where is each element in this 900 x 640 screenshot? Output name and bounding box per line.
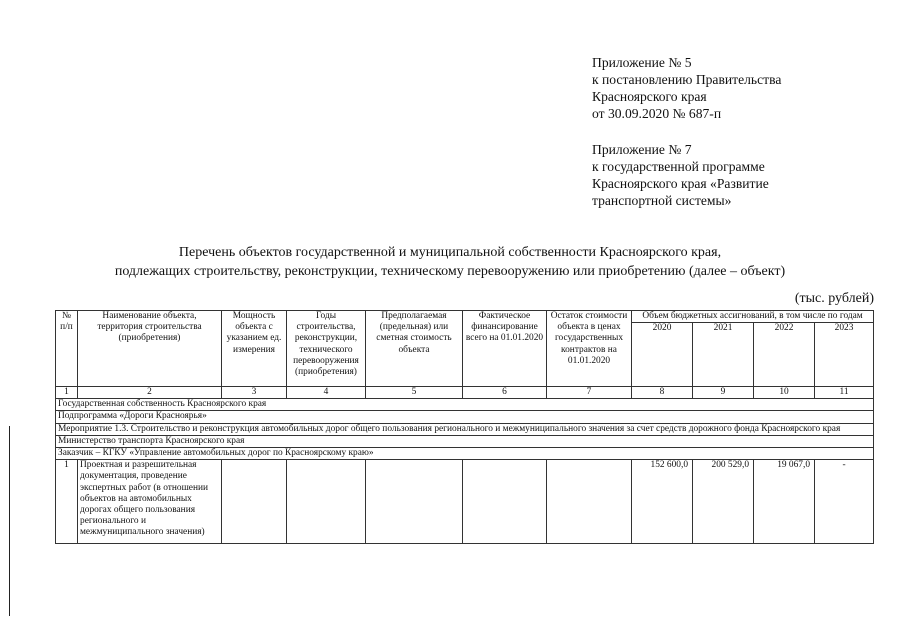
column-number: 2 bbox=[78, 387, 222, 399]
header-name: Наименование объекта, территория строительства (приобретения) bbox=[78, 311, 222, 387]
margin-mark bbox=[9, 426, 10, 616]
column-number: 1 bbox=[56, 387, 78, 399]
appendix-line: к постановлению Правительства bbox=[592, 72, 782, 87]
row-years bbox=[287, 460, 366, 544]
column-number: 11 bbox=[815, 387, 874, 399]
column-number: 5 bbox=[366, 387, 463, 399]
header-budget-group: Объем бюджетных ассигнований, в том числе по годам bbox=[632, 311, 874, 323]
row-name: Проектная и разрешительная документация, проведение экспертных работ (в отношении объектов на автомобильных дорогах общего пользования регионального и межмуниципального значения) bbox=[78, 460, 222, 544]
title-line: Перечень объектов государственной и муниципальной собственности Красноярского края, bbox=[178, 245, 722, 260]
section-row-customer: Заказчик – КГКУ «Управление автомобильных дорог по Красноярскому краю» bbox=[56, 448, 874, 460]
section-row-ministry: Министерство транспорта Красноярского края bbox=[56, 435, 874, 447]
header-remaining-cost: Остаток стоимости объекта в ценах государственных контрактов на 01.01.2020 bbox=[547, 311, 632, 387]
row-remaining-cost bbox=[547, 460, 632, 544]
appendix-line: Приложение № 7 bbox=[592, 142, 692, 157]
row-value-2022: 19 067,0 bbox=[754, 460, 815, 544]
column-number: 8 bbox=[632, 387, 693, 399]
row-estimated-cost bbox=[366, 460, 463, 544]
row-num: 1 bbox=[56, 460, 78, 544]
appendix-line: транспортной системы» bbox=[592, 193, 732, 208]
header-year-2020: 2020 bbox=[632, 323, 693, 387]
section-row-ownership: Государственная собственность Красноярского края bbox=[56, 399, 874, 411]
section-row-measure: Мероприятие 1.3. Строительство и реконструкция автомобильных дорог общего пользования регионального и межмуниципального значения за счет средств дорожного фонда Красноярского края bbox=[56, 423, 874, 435]
objects-table bbox=[55, 310, 874, 544]
row-value-2020: 152 600,0 bbox=[632, 460, 693, 544]
appendix-line: Красноярского края «Развитие bbox=[592, 176, 769, 191]
header-actual-financing: Фактическое финансирование всего на 01.01.2020 bbox=[463, 311, 547, 387]
appendix-line: от 30.09.2020 № 687-п bbox=[592, 106, 722, 121]
appendix-line: к государственной программе bbox=[592, 159, 765, 174]
header-year-2023: 2023 bbox=[815, 323, 874, 387]
appendix-block-resolution bbox=[592, 54, 781, 122]
appendix-line: Красноярского края bbox=[592, 89, 707, 104]
column-number: 9 bbox=[693, 387, 754, 399]
row-capacity bbox=[222, 460, 287, 544]
title-line: подлежащих строительству, реконструкции, техническому перевооружению или приобретению (далее – объект) bbox=[114, 264, 786, 279]
appendix-block-program bbox=[592, 141, 769, 209]
document-title bbox=[0, 243, 900, 281]
units-label: (тыс. рублей) bbox=[794, 291, 874, 306]
column-number: 3 bbox=[222, 387, 287, 399]
appendix-line: Приложение № 5 bbox=[592, 55, 692, 70]
column-number: 6 bbox=[463, 387, 547, 399]
column-number: 7 bbox=[547, 387, 632, 399]
header-year-2021: 2021 bbox=[693, 323, 754, 387]
header-years: Годы строительства, реконструкции, технического перевооружения (приобретения) bbox=[287, 311, 366, 387]
header-year-2022: 2022 bbox=[754, 323, 815, 387]
table-row bbox=[56, 460, 874, 544]
column-number: 10 bbox=[754, 387, 815, 399]
row-value-2023: - bbox=[815, 460, 874, 544]
header-capacity: Мощность объекта с указанием ед. измерения bbox=[222, 311, 287, 387]
column-number: 4 bbox=[287, 387, 366, 399]
section-row-subprogram: Подпрограмма «Дороги Красноярья» bbox=[56, 411, 874, 423]
header-num: № п/п bbox=[56, 311, 78, 387]
header-estimated-cost: Предполагаемая (предельная) или сметная стоимость объекта bbox=[366, 311, 463, 387]
row-value-2021: 200 529,0 bbox=[693, 460, 754, 544]
row-actual-financing bbox=[463, 460, 547, 544]
